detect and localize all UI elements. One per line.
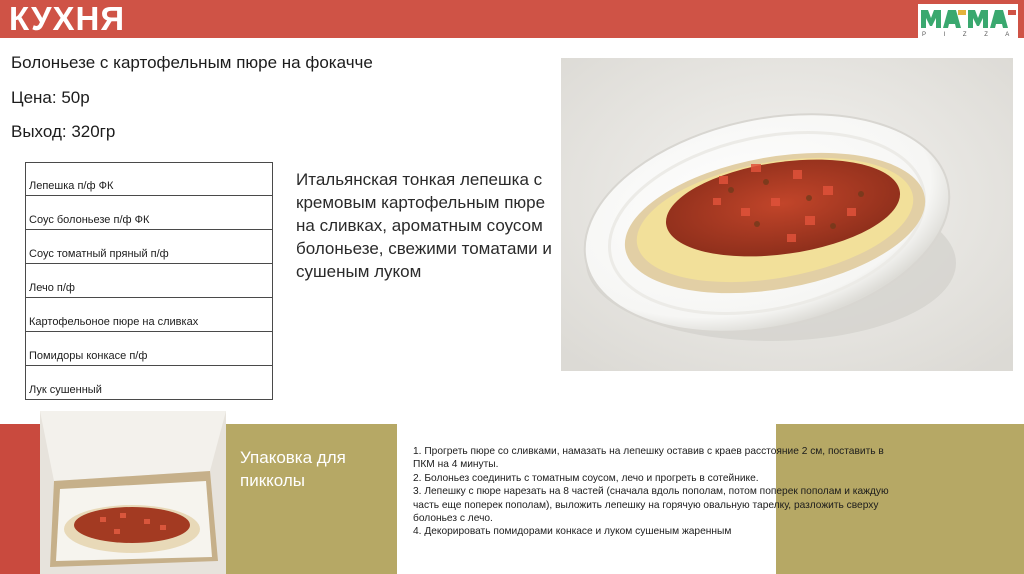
packaging-title: Упаковка для пикколы — [240, 448, 346, 490]
step-4: 4. Декорировать помидорами конкасе и луком сушеным жаренным — [413, 526, 732, 538]
ingredient-label: Картофельоное пюре на сливках — [29, 316, 199, 328]
ingredient-row — [25, 366, 273, 400]
ingredient-row — [25, 264, 273, 298]
dish-yield: Выход: 320гр — [11, 122, 116, 141]
ingredient-label: Лепешка п/ф ФК — [29, 180, 114, 192]
ingredient-row — [25, 230, 273, 264]
ingredient-label: Лук сушенный — [29, 384, 102, 396]
dish-photo — [561, 58, 1013, 371]
dish-name: Болоньезе с картофельным пюре на фокачче — [11, 53, 373, 72]
ingredient-label: Соус болоньезе п/ф ФК — [29, 214, 150, 226]
section-title: КУХНЯ — [9, 0, 126, 37]
packaging-steps — [413, 445, 893, 539]
step-1: 1. Прогреть пюре со сливками, намазать на лепешку оставив с краев расстояние 2 см, поставить в ПКМ на 4 минуты. — [413, 446, 884, 471]
packaging-box-photo — [40, 411, 226, 574]
logo-subtitle: P I Z Z A — [922, 32, 1018, 38]
ingredient-label: Помидоры конкасе п/ф — [29, 350, 148, 362]
ingredient-row — [25, 298, 273, 332]
ingredient-row — [25, 196, 273, 230]
ingredient-row — [25, 332, 273, 366]
mama-pizza-logo-icon — [918, 4, 1018, 38]
step-3: 3. Лепешку с пюре нарезать на 8 частей (сначала вдоль пополам, потом поперек пополам и каждую часть еще поперек пополам), выложить лепешку на горячую овальную тарелку, разложить сверху болоньез с лечо. — [413, 486, 889, 525]
header-bar — [0, 0, 1024, 38]
dish-price: Цена: 50р — [11, 88, 90, 107]
step-2: 2. Болоньез соединить с томатным соусом, лечо и прогреть в сотейнике. — [413, 472, 759, 484]
ingredient-row — [25, 163, 273, 196]
ingredient-label: Соус томатный пряный п/ф — [29, 248, 169, 260]
dish-description: Итальянская тонкая лепешка с кремовым картофельным пюре на сливках, ароматным соусом болоньезе, свежими томатами и сушеным луком — [296, 170, 552, 281]
ingredients-table — [25, 162, 273, 400]
ingredient-label: Лечо п/ф — [29, 282, 75, 294]
